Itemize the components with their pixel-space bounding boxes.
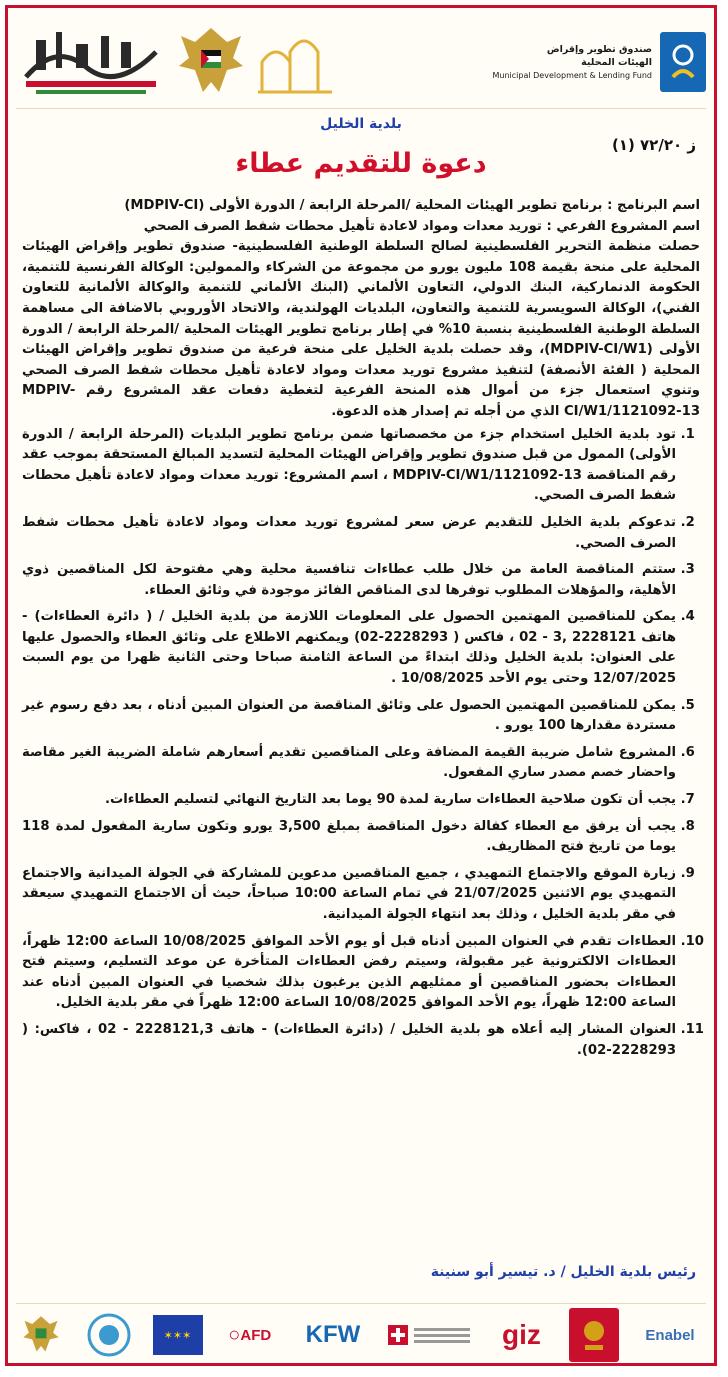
mdlf-logo	[660, 32, 706, 92]
afd-logo: ○ AFD	[228, 1323, 272, 1346]
list-item: 10. العطاءات تقدم في العنوان المبين أدناه قبل أو يوم الأحد الموافق 10/08/2025 الساعة 12:00 ظهراً، العطاءات الالكترونية غير مقبولة، وسيتم رفض العطاءات المتأخرة عن موعد التسليم، وسيتم فتح العطاءات بحضور المناقصين أو ممثليهم الذين يرغبون بذلك شخصيا في العنوان المبين أدناه عند الساعة 12:00 ظهراً، يوم الأحد الموافق 10/08/2025 الساعة 12:00 ظهراً في مقر بلدية الخليل.	[22, 932, 676, 1014]
notice-body	[22, 196, 700, 1067]
mdlf-line: Municipal Development & Lending Fund	[492, 70, 652, 80]
list-item: 8. يجب أن يرفق مع العطاء كفالة دخول المناقصة بمبلغ 3,500 يورو وتكون سارية المفعول لمدة 118 يوما من تاريخ فتح المظاريف.	[22, 817, 676, 858]
list-item: 9. زيارة الموقع والاجتماع التمهيدي ، جميع المناقصين مدعوين للمشاركة في الجولة الميدانية والاجتماع التمهيدي يوم الاثنين 21/07/2025 في تمام الساعة 10:00 صباحاً، حيث أن الاجتماع التمهيدي سيعقد في مقر بلدية الخليل ، وذلك بعد انتهاء الجولة الميدانية.	[22, 864, 676, 926]
list-item: 2. تدعوكم بلدية الخليل للتقديم عرض سعر لمشروع توريد معدات ومواد لاعادة تأهيل محطات شفط الصرف الصحي.	[22, 513, 676, 554]
afd-wordmark: AFD	[240, 1326, 272, 1344]
giz-logo	[490, 1315, 554, 1355]
enabel-wordmark: Enabel	[645, 1326, 695, 1344]
list-item: 5. يمكن للمناقصين المهتمين الحصول على وثائق المناقصة من العنوان المبين أدناه ، بعد دفع رسوم غير مستردة مقدارها 100 يورو .	[22, 696, 676, 737]
list-item: 6. المشروع شامل ضريبة القيمة المضافة وعلى المناقصين تقديم أسعارهم شاملة الضريبة الغير مقاصة واحضار خصم مصدر ساري المفعول.	[22, 743, 676, 784]
municipality-subtitle: بلدية الخليل	[320, 116, 402, 132]
program-name: اسم البرنامج : برنامج تطوير الهيئات المحلية /المرحلة الرابعة / الدورة الأولى (MDPIV-CI)	[124, 198, 700, 213]
list-item: 4. يمكن للمناقصين المهتمين الحصول على المعلومات اللازمة من بلدية الخليل / ( دائرة العطاءات) - هاتف 2228121 ,3 - 02 ، فاكس ( 2228293-02) ويمكنهم الاطلاع على وثائق العطاء والحصول عليها على العنوان: بلدية الخليل وذلك ابتداءً من الساعة الثامنة صباحا وحتى الثانية ظهرا من يوم السبت 12/07/2025 وحتى يوم الأحد 10/08/2025 .	[22, 607, 676, 689]
header-logos	[16, 16, 706, 109]
kfw-logo	[297, 1315, 369, 1355]
municipality-seal-icon	[81, 1307, 137, 1363]
mdlf-line: الهيئات المحلية	[581, 56, 652, 68]
heritage-sketch-logo	[256, 22, 336, 102]
notice-frame	[5, 5, 717, 1366]
eu-flag-icon: ✶✶✶	[153, 1315, 203, 1355]
giz-wordmark: giz	[502, 1319, 541, 1350]
hebron-municipality-logo	[16, 22, 166, 102]
list-item: 1. تود بلدية الخليل استخدام جزء من مخصصاتها ضمن برنامج تطوير البلديات (المرحلة الرابعة / الدورة الأولى) الممول من قبل صندوق تطوير وإقراض الهيئات المحلية لتسديد المبالغ المستحقة بموجب عقد رقم المناقصة MDPIV-CI/W1/1121092-13 ، اسم المشروع: توريد معدات ومواد لاعادة تأهيل محطات شفط الصرف الصحي.	[22, 425, 676, 507]
mdlf-text	[493, 43, 653, 82]
list-item: 3. ستتم المناقصة العامة من خلال طلب عطاءات تنافسية محلية وهي مفتوحة لكل المناقصين ذوي الأهلية، والمؤهلات المطلوب توفرها لدى المناقص الفائز موجودة في وثائق العطاء.	[22, 560, 676, 601]
mdlf-line: صندوق تطوير وإقراض	[546, 43, 652, 55]
kfw-wordmark: KFW	[305, 1321, 361, 1348]
palestine-emblem	[166, 20, 256, 104]
list-item: 7. يجب أن تكون صلاحية العطاءات سارية لمدة 90 يوما بعد التاريخ النهائي لتسليم العطاءات.	[22, 790, 676, 811]
swiss-cooperation-logo	[384, 1315, 474, 1355]
palestine-emblem	[16, 1307, 66, 1363]
conditions-list	[22, 425, 700, 1062]
project-name: اسم المشروع الفرعي : توريد معدات ومواد لاعادة تأهيل محطات شفط الصرف الصحي	[143, 218, 700, 234]
intro-paragraph: حصلت منظمة التحرير الفلسطينية لصالح السلطة الوطنية الفلسطينية- صندوق تطوير وإقراض الهيئات المحلية على منحة بقيمة 108 مليون يورو من مجموعة من الشركاء والممولين: الوكالة الفرنسية للتنمية، الحكومة الدنماركية، البنك الدولي، التعاون الألماني (البنك الألماني للتنمية والوكالة الألمانية للتعاون الفني)، الوكالة السويسرية للتنمية والتعاون، البلديات الهولندية، والاتحاد الأوروبي بالاضافة الى مساهمة السلطة الوطنية الفلسطينية بنسبة 10% في إطار برنامج تطوير الهيئات المحلية /المرحلة الرابعة / الدورة الأولى (MDPIV-CI/W1)، وقد حصلت بلدية الخليل على منحة فرعية من صندوق تطوير وإقراض الهيئات المحلية ( الفئة الأنصفة) لتنفيذ مشروع توريد معدات ومواد لاعادة تأهيل محطات شفط الصرف الصحي وتنوي استعمال جزء من أموال هذه المنحة الفرعية لتغطية دفعات عقد المشروع رقم MDPIV-CI/W1/1121092-13 الذي من أجله تم إصدار هذه الدعوة.	[22, 239, 700, 419]
swiss-text-lines	[414, 1325, 470, 1346]
notice-title: دعوة للتقديم عطاء	[235, 148, 487, 179]
enabel-logo	[634, 1315, 706, 1355]
denmark-logo	[569, 1308, 619, 1362]
reference-number: ز ٧٢/٢٠ (١)	[611, 136, 696, 154]
signature: رئيس بلدية الخليل / د. تيسير أبو سنينة	[430, 1264, 696, 1280]
list-item: 11. العنوان المشار إليه أعلاه هو بلدية الخليل / (دائرة العطاءات) - هاتف 2228121,3 - 02 ، فاكس: ( 2228293-02).	[22, 1020, 676, 1061]
footer-logos	[16, 1303, 706, 1366]
